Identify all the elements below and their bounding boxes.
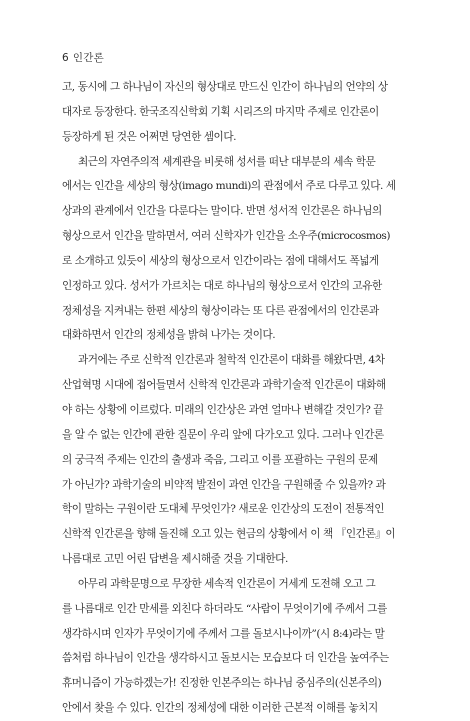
paragraph-first-line: 과거에는 주로 신학적 인간론과 철학적 인간론이 대화를 해왔다면, 4차 <box>78 354 385 367</box>
paragraph-first-line: 최근의 자연주의적 세계관을 비롯해 성서를 떠난 대부분의 세속 학문 <box>78 155 376 168</box>
text-line: 휴머니즘이 가능하겠는가! 진정한 인본주의는 하나님 중심주의(신본주의) <box>62 677 382 690</box>
paragraph-first-line: 아무리 과학문명으로 무장한 세속적 인간론이 거세게 도전해 오고 그 <box>78 577 376 590</box>
text-line: 신학적 인간론을 향해 돌진해 오고 있는 현금의 상황에서 이 책 『인간론』이 <box>62 528 396 541</box>
running-head <box>62 50 104 65</box>
text-line: 고, 동시에 그 하나님이 자신의 형상대로 만드신 인간이 하나님의 언약의 상 <box>62 81 388 93</box>
text-line: 안에서 찾을 수 있다. 인간의 정체성에 대한 이러한 근본적 이해를 놓치지 <box>62 702 378 715</box>
text-line: 을 알 수 없는 인간에 관한 질문이 우리 앞에 다가오고 있다. 그러나 인간론 <box>62 428 384 441</box>
text-line: 나름대로 고민 어린 답변을 제시해줄 것을 기대한다. <box>62 553 288 566</box>
text-line: 의 궁극적 주제는 인간의 출생과 죽음, 그리고 이를 포괄하는 구원의 문제 <box>62 453 378 466</box>
text-line: 대자로 등장한다. 한국조직신학회 기획 시리즈의 마지막 주제로 인간론이 <box>62 105 379 118</box>
text-line: 상과의 관계에서 인간을 다룬다는 말이다. 반면 성서적 인간론은 하나님의 <box>62 205 382 218</box>
body-text <box>62 75 407 721</box>
text-line: 학이 말하는 구원이란 도대체 무엇인가? 새로운 인간상의 도전이 전통적인 <box>62 503 385 516</box>
text-line: 로 소개하고 있듯이 세상의 형상으로서 인간이라는 점에 대해서도 폭넓게 <box>62 254 379 267</box>
text-line: 등장하게 된 것은 어쩌면 당연한 셈이다. <box>62 130 237 143</box>
text-line: 인정하고 있다. 성서가 가르치는 대로 하나님의 형상으로서 인간의 고유한 <box>62 279 382 292</box>
page-number: 6 <box>62 52 69 64</box>
text-line: 씀처럼 하나님이 인간을 생각하시고 돌보시는 모습보다 더 인간을 높여주는 <box>62 652 389 665</box>
text-line: 가 아닌가? 과학기술의 비약적 발전이 과연 인간을 구원해줄 수 있을까? 과 <box>62 478 386 491</box>
text-line: 를 나름대로 인간 만세를 외친다 하더라도 “사람이 무엇이기에 주께서 그를 <box>62 602 387 615</box>
text-line: 형상으로서 인간을 말하면서, 여러 신학자가 인간을 소우주(microcosmos) <box>62 230 391 243</box>
running-title: 인간론 <box>72 52 104 64</box>
text-line: 에서는 인간을 세상의 형상(imago mundi)의 관점에서 주로 다루고 있다. 세 <box>62 180 396 193</box>
text-line: 대화하면서 인간의 정체성을 밝혀 나가는 것이다. <box>62 329 276 342</box>
text-line: 야 하는 상황에 이르렀다. 미래의 인간상은 과연 얼마나 변해갈 것인가? 끝 <box>62 403 384 416</box>
text-line: 생각하시며 인자가 무엇이기에 주께서 그를 돌보시나이까”(시 8:4)라는 말 <box>62 627 385 640</box>
text-line: 산업혁명 시대에 접어들면서 신학적 인간론과 과학기술적 인간론이 대화해 <box>62 379 386 392</box>
text-line: 정체성을 지켜내는 한편 세상의 형상이라는 또 다른 관점에서의 인간론과 <box>62 304 379 317</box>
